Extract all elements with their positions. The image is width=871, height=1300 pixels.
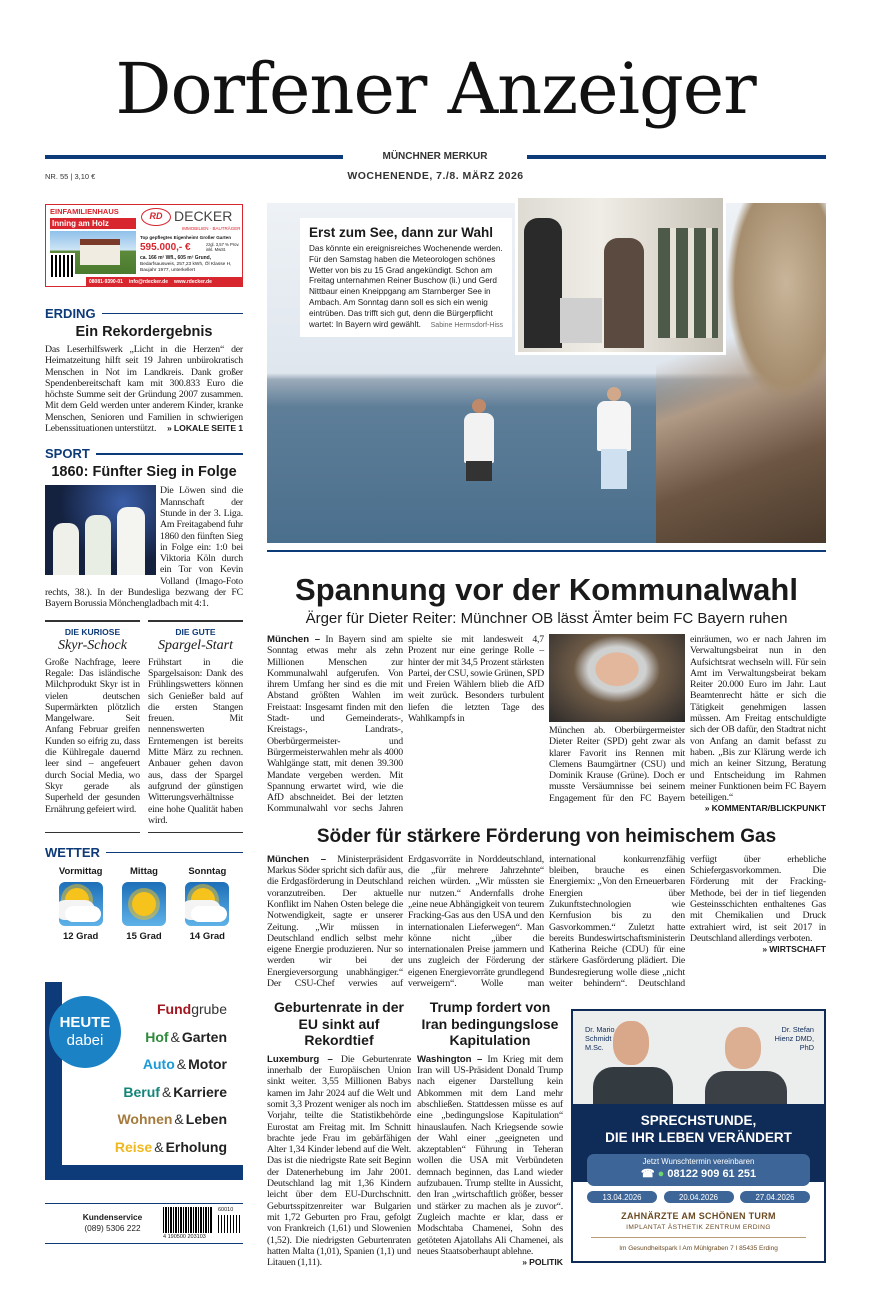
dental-banner: SPRECHSTUNDE, DIE IHR LEBEN VERÄNDERT (573, 1104, 824, 1182)
soeder-col-2: Der CSU-Chef verwies auf Erdgasvorräte in Norddeutschland, die „für mehrere Jahrzehnte“ reichen würden. „Wir müssten sie nur nutzen.“ Andernfalls drohe „eine neue Abhängigkeit von teurem Fracking-Gas aus den USA und den internationalen Lieferwegen“. Man könne nicht „über die internationalen Preise jammern und uns zugleich der Förderung (267, 853, 544, 990)
masthead-title: Dorfener Anzeiger (115, 48, 756, 130)
ad-contact-bar (86, 277, 242, 286)
birthrate-headline[interactable]: Geburtenrate in der EU sinkt auf Rekordtief (274, 999, 404, 1049)
soeder-col-3: der eigenen Energievorräte grundlegend verweigern“. Wolle man international konkurrenzfähig bleiben, brauche es einen Energiemix: „Von den Erneuerbaren Energien über Zukunftstechnologien wie Kernfusion bis zu den Gasvorkommen.“ Zuletzt hatte bereits Bundeswirtschaftsministerin Katherina Reiche (CDU) für eine stärkere (408, 853, 685, 990)
ad-email[interactable]: info@rdecker.de (128, 278, 168, 285)
ad-price: 595.000,- € (140, 242, 191, 253)
lead-col-1: In Bayern sind am Sonntag etwas mehr als zehn Millionen Menschen zur Kommunalwahl aufgerufen. Von ihrem Umfang her sind es die mit Abstand größten Wahlen im Freistaat: Insgesamt finden mit den Stadt- und Gemeinderats-, Kreistags-, Landrats-, Oberbürgermeister- und Bürgermeisterwahlen mehr als 4000 Wahlgänge statt, mit denen 39.300 Mandate vergeben werden. Mit Spannung erwartet wird, (267, 634, 403, 792)
price: 3,10 € (74, 172, 96, 181)
lead-ref-link[interactable]: » KOMMENTAR/BLICKPUNKT (704, 803, 826, 814)
dental-phone[interactable]: 08122 909 61 251 (667, 1168, 757, 1181)
supplement-item[interactable]: Wohnen & Leben (117, 1111, 227, 1127)
bottom-row (267, 999, 826, 1268)
date-pill[interactable]: 27.04.2026 (740, 1191, 810, 1203)
birthrate-article (267, 999, 411, 1268)
date-pill[interactable]: 13.04.2026 (587, 1191, 657, 1203)
dental-brand-sub: IMPLANTAT ÄSTHETIK ZENTRUM ERDING (626, 1224, 771, 1232)
trump-headline[interactable]: Trump fordert von Iran bedingungslose Kapitulation (421, 999, 559, 1049)
masthead-bar-left (45, 155, 343, 159)
reiter-portrait (549, 634, 685, 722)
weather (45, 845, 243, 942)
ad-brand: DECKER (174, 208, 233, 224)
lead-dateline: München – (267, 634, 321, 645)
kuriose-teaser[interactable] (45, 620, 140, 833)
masthead-bar-right (527, 155, 826, 159)
kuriose-label: DIE KURIOSE (64, 626, 121, 637)
doctor-1: Dr. Mario Schmidt M.Sc. (585, 1025, 615, 1053)
inset-photo[interactable] (515, 195, 726, 355)
heute-badge: HEUTE dabei (49, 996, 121, 1068)
lead-subhead: Ärger für Dieter Reiter: Münchner OB lässt Ämter beim FC Bayern ruhen (305, 610, 788, 627)
parent-paper: MÜNCHNER MERKUR (382, 151, 488, 162)
dental-ad[interactable] (571, 1009, 826, 1263)
erding-teaser[interactable] (45, 306, 243, 434)
erding-headline[interactable]: Ein Rekordergebnis (75, 324, 213, 340)
sport-text: Die Löwen sind die Mannschaft der Stunde in der 3. Liga. Am Freitagabend fuhr 1860 den fünften Sieg in Folge ein: 1:0 bei Viktoria Köln durch ein Tor von Kevin Volland (Imago-Foto rechts, 38.). In der Bundesliga bezwang der FC Bayern Borussia Mönchengladbach mit 4:1. (45, 485, 243, 610)
soeder-col-1: Ministerpräsident Markus Söder spricht sich dafür aus, die Erdgasförderung in Deutschland voranzutreiben. Der aktuelle Konflikt im Nahen Osten belege die Notwendigkeit, sagte er unserer Zeitung. „Wir müssen in Deutschland endlich selbst mehr eigene Energie produzieren. Nur so werden wir bei der Energieversorgung unabhängiger.“ (267, 853, 404, 978)
sport-headline[interactable]: 1860: Fünfter Sieg in Folge (51, 464, 237, 481)
soeder-dateline: München – (267, 853, 327, 865)
gute-title: Spargel-Start (158, 637, 233, 653)
kuriose-gute-row (45, 620, 243, 833)
left-column (45, 306, 243, 942)
decker-logo: RD (141, 208, 171, 226)
gute-label: DIE GUTE (175, 626, 216, 637)
date-pill[interactable]: 20.04.2026 (664, 1191, 734, 1203)
photo-credit: Sabine Hermsdorf-Hiss (430, 321, 503, 329)
person-right (597, 401, 631, 451)
weather-day: Mittag 15 Grad (114, 866, 174, 942)
trump-article (417, 999, 563, 1268)
ad-headline: Top gepflegtes Eigenheim! Großer Garten (140, 235, 232, 240)
sport-photo (45, 485, 156, 575)
section-label-weather: WETTER (45, 845, 243, 860)
sun-cloud-icon (59, 882, 103, 926)
lead-headline[interactable]: Spannung vor der Kommunalwahl (295, 572, 798, 607)
lead-col-4: Für sein Amt im Verwaltungsbeirat bekam Reiter 20.000 Euro im Jahr. Laut Beamtenrecht hätte er sich die Tätigkeit genehmigen lassen müssen. Am Freitag entschuldigte sich der OB dafür, den Stadtrat nicht von Anfang an damit befasst zu haben. „Bis zur Klärung werde ich mich an keiner Sitzung, Beratung und Entscheidung im Rahmen meiner Funktionen beim FC Bayern beteiligen.“ (690, 656, 826, 804)
kuriose-text: Große Nachfrage, leere Regale: Das isländische Milchprodukt Skyr ist in vielen deutschen Supermärkten plötzlich Mangelware. Seit Anfang Februar greifen Kunden so eifrig zu, dass die Kühlregale dauernd leer sind – angefeuert durch Social Media, wo Skyr gerade als Superheld der gesunden Ernährung gefeiert wird. (45, 656, 140, 815)
supplement-item[interactable]: Hof & Garten (145, 1028, 227, 1045)
section-label-sport: SPORT (45, 446, 243, 461)
real-estate-ad[interactable] (45, 204, 243, 287)
frame-bottom (45, 1165, 243, 1180)
main-column (267, 550, 826, 1268)
gute-teaser[interactable] (148, 620, 243, 833)
phone-icon: ☎ (640, 1168, 655, 1181)
doctor-2: Dr. Stefan Hienz DMD, PhD (774, 1025, 814, 1053)
issue-date: WOCHENENDE, 7./8. MÄRZ 2026 (347, 170, 524, 182)
ad-location: Inning am Holz (50, 218, 136, 229)
rule (45, 1243, 243, 1244)
appointment-cta[interactable]: Jetzt Wunschtermin vereinbaren ☎ ● 08122 909 61 251 (587, 1154, 810, 1186)
supplements-box[interactable] (45, 982, 243, 1180)
soeder-columns (267, 854, 826, 990)
weather-day: Vormittag 12 Grad (58, 866, 103, 943)
ad-energy: Bedarfsausweis, 257,23 kWh, Öl Klasse H, Baujahr 1977, unterkellert (140, 262, 232, 273)
supplement-item[interactable]: Reise & Erholung (114, 1138, 227, 1155)
supplement-item[interactable]: Auto & Motor (142, 1056, 227, 1072)
ad-brand-sub: IMMOBILIEN · BAUTRÄGER (182, 226, 241, 231)
ad-price-note: zzgl. 3,57 % Prov. inkl. MwSt. (206, 242, 240, 252)
trump-text: Washington – Im Krieg mit dem Iran will US-Präsident Donald Trump nach eigener Darstellung kein Abkommen mit dem Land mehr abschließen. Stattdessen müsse es auf eine „bedingungslose Kapitulation“ hinauslaufen. Nach Kriegsende sowie der Wahl einer „geeigneten und akzeptablen“ Führung in Teheran wollen die USA mit Verbündeten demnach beginnen, das Land wieder aufzubauen. Trump stellte in Aussicht, den Iran „wirtschaftlich größer, besser und stärker zu machen als je zuvor“. Zugleich machte er klar, dass er Modschtaba Chamenei, Sohn des getöteten Ajatollahs Ali Chamenei, als neues Staatsoberhaupt ablehne. » POLITIK (417, 1053, 564, 1268)
lead-col-2: wie die AfD abschneidet. Bei der letzten Kommunalwahl vor sechs Jahren spielte sie mit landesweit 4,7 Prozent nur eine geringe Rolle – hinter der mit 34,5 Prozent stärksten Partei, der CSU, sowie Grünen, SPD und Freien Wählern blieb die AfD weit zurück. Besonders turbulent liefen die letzten Tage des Wahlkampfs in (267, 634, 544, 815)
erding-ref-link[interactable]: » LOKALE SEITE 1 (167, 423, 243, 434)
lead-col-3: München ab. Oberbürgermeister Dieter Reiter (SPD) geht zwar als klarer Favorit ins Rennen mit Clemens Baumgärtner (CSU) und Dominik Krause (Grüne). Doch er musste Versäumnisse bei seinem Engagement für den FC Bayern einräumen, wo er nach Jahren im Verwaltungsbeirat nun in den Aufsichtsrat wechseln will. (549, 634, 826, 804)
ad-label: EINFAMILIENHAUS (50, 207, 119, 216)
whatsapp-icon: ● (657, 1168, 665, 1181)
photo-caption-title: Erst zum See, dann zur Wahl (309, 225, 494, 240)
photo-caption-box (300, 218, 512, 337)
issue-number: NR. 55 (45, 172, 69, 181)
customer-service-phone[interactable]: (089) 5306 222 (84, 1223, 141, 1233)
issue-price: NR. 55 | 3,10 € (45, 172, 96, 181)
dental-brand: ZAHNÄRZTE AM SCHÖNEN TURM (621, 1211, 776, 1222)
photo-caption-text: Das könnte ein ereignisreiches Wochenende werden. Für den Samstag haben die Meteorologen schönes Wetter von bis zu 15 Grad angekündigt. Schon am Freitag unternahmen Reiner Buschow (li.) und Gerd Nittbaur einen Kneippgang am Starnberger See in Ambach. Am Sonntag dann soll es sich ein wenig eintrüben. Das trifft sich gut, denn die Bürgerpflicht wartet: In Bayern wird gewählt. Sabine Hermsdorf-Hiss (309, 244, 503, 331)
lead-columns (267, 634, 826, 815)
kuriose-title: Skyr-Schock (58, 637, 127, 653)
birthrate-text: Luxemburg – Die Geburtenrate innerhalb der Europäischen Union sinkt weiter. 3,55 Millionen Babys kamen im Jahr 2024 auf die Welt und somit 3,3 Prozent weniger als noch im Vorjahr, teilte die Statistikbehörde Eurostat am Freitag mit. Im Schnitt brachte jede Frau im gebärfähigen Alter 1,34 Kinder lebend auf die Welt. Das ist die niedrigste Rate seit Beginn der Datenerhebung im Jahr 2001. Deutschland lag mit 1,36 Kindern leicht über dem EU-Durchschnitt. Geburtsspitzenreiter war Bulgarien mit 1,72 Geburten pro Frau, gefolgt von Frankreich (1,61) und Slowenien (1,52). Die niedrigsten Geburtenraten hatten Malta (1,01), Spanien (1,1) und Litauen (1,11). (267, 1053, 412, 1269)
weather-day: Sonntag 14 Grad (177, 866, 237, 942)
ad-size: ca. 166 m² Wfl., 605 m² Grund, (140, 255, 212, 261)
barcode: 60010 4 190500 203103 (163, 1207, 241, 1240)
ad-phone[interactable]: 08081-9390-01 (89, 278, 123, 285)
dental-address: Im Gesundheitspark I Am Mühlgraben 7 I 85435 Erding (619, 1245, 778, 1253)
erding-text: Das Leserhilfswerk „Licht in die Herzen“ der Heimatzeitung hilft seit 19 Jahren unbürokratisch Menschen in Not im Landkreis. Dank großer Spendenbereitschaft kam mit 300.833 Euro die höchste Summe seit der Gründung 2007 zusammen. Mit dem Geld werden unter anderem Kinder, kranke Menschen, Senioren und Familien in schwierigen Lebenssituationen unterstützt. » LOKALE SEITE 1 (45, 344, 243, 435)
rule (45, 1203, 243, 1204)
tree (726, 203, 826, 403)
gute-text: Frühstart in die Spargelsaison: Dank des Frühlingswetters können sich Genießer bald auf die ersten Stangen freuen. Mit nennenswerten Erntemengen ist bereits Mitte März zu rechnen. Anbauer gehen davon aus, dass der Spargel aufgrund der günstigen Witterungsverhältnisse eine hohe Qualität haben wird. (148, 656, 243, 826)
ad-web[interactable]: www.rdecker.de (173, 278, 212, 285)
soeder-col-4: Gasförderung plädiert. Die Bundesregierung wolle diese „nicht weiter behindern“. Deutschland verfügt über erhebliche Schiefergasvorkommen. Die Förderung mit der Fracking-Methode, bei der in tief liegenden Gesteinsschichten enthaltenes Gas mit Chemikalien und Druck extrahiert wird, ist seit 2017 in Deutschland allerdings verboten. (549, 853, 826, 990)
soeder-ref-link[interactable]: » WIRTSCHAFT (762, 944, 826, 955)
customer-service: Kundenservice (089) 5306 222 (70, 1212, 155, 1234)
soeder-headline[interactable]: Söder für stärkere Förderung von heimischem Gas (316, 825, 777, 847)
qr-code-icon (51, 255, 73, 277)
rule (267, 550, 826, 552)
supplement-item[interactable]: Fundgrube (156, 1001, 227, 1017)
sun-icon (122, 882, 166, 926)
trump-ref-link[interactable]: » POLITIK (522, 1257, 563, 1268)
sun-cloud-icon (185, 882, 229, 926)
supplement-item[interactable]: Beruf & Karriere (123, 1083, 227, 1100)
section-label-erding: ERDING (45, 306, 243, 321)
person-left (464, 413, 494, 463)
sport-teaser[interactable] (45, 446, 243, 609)
